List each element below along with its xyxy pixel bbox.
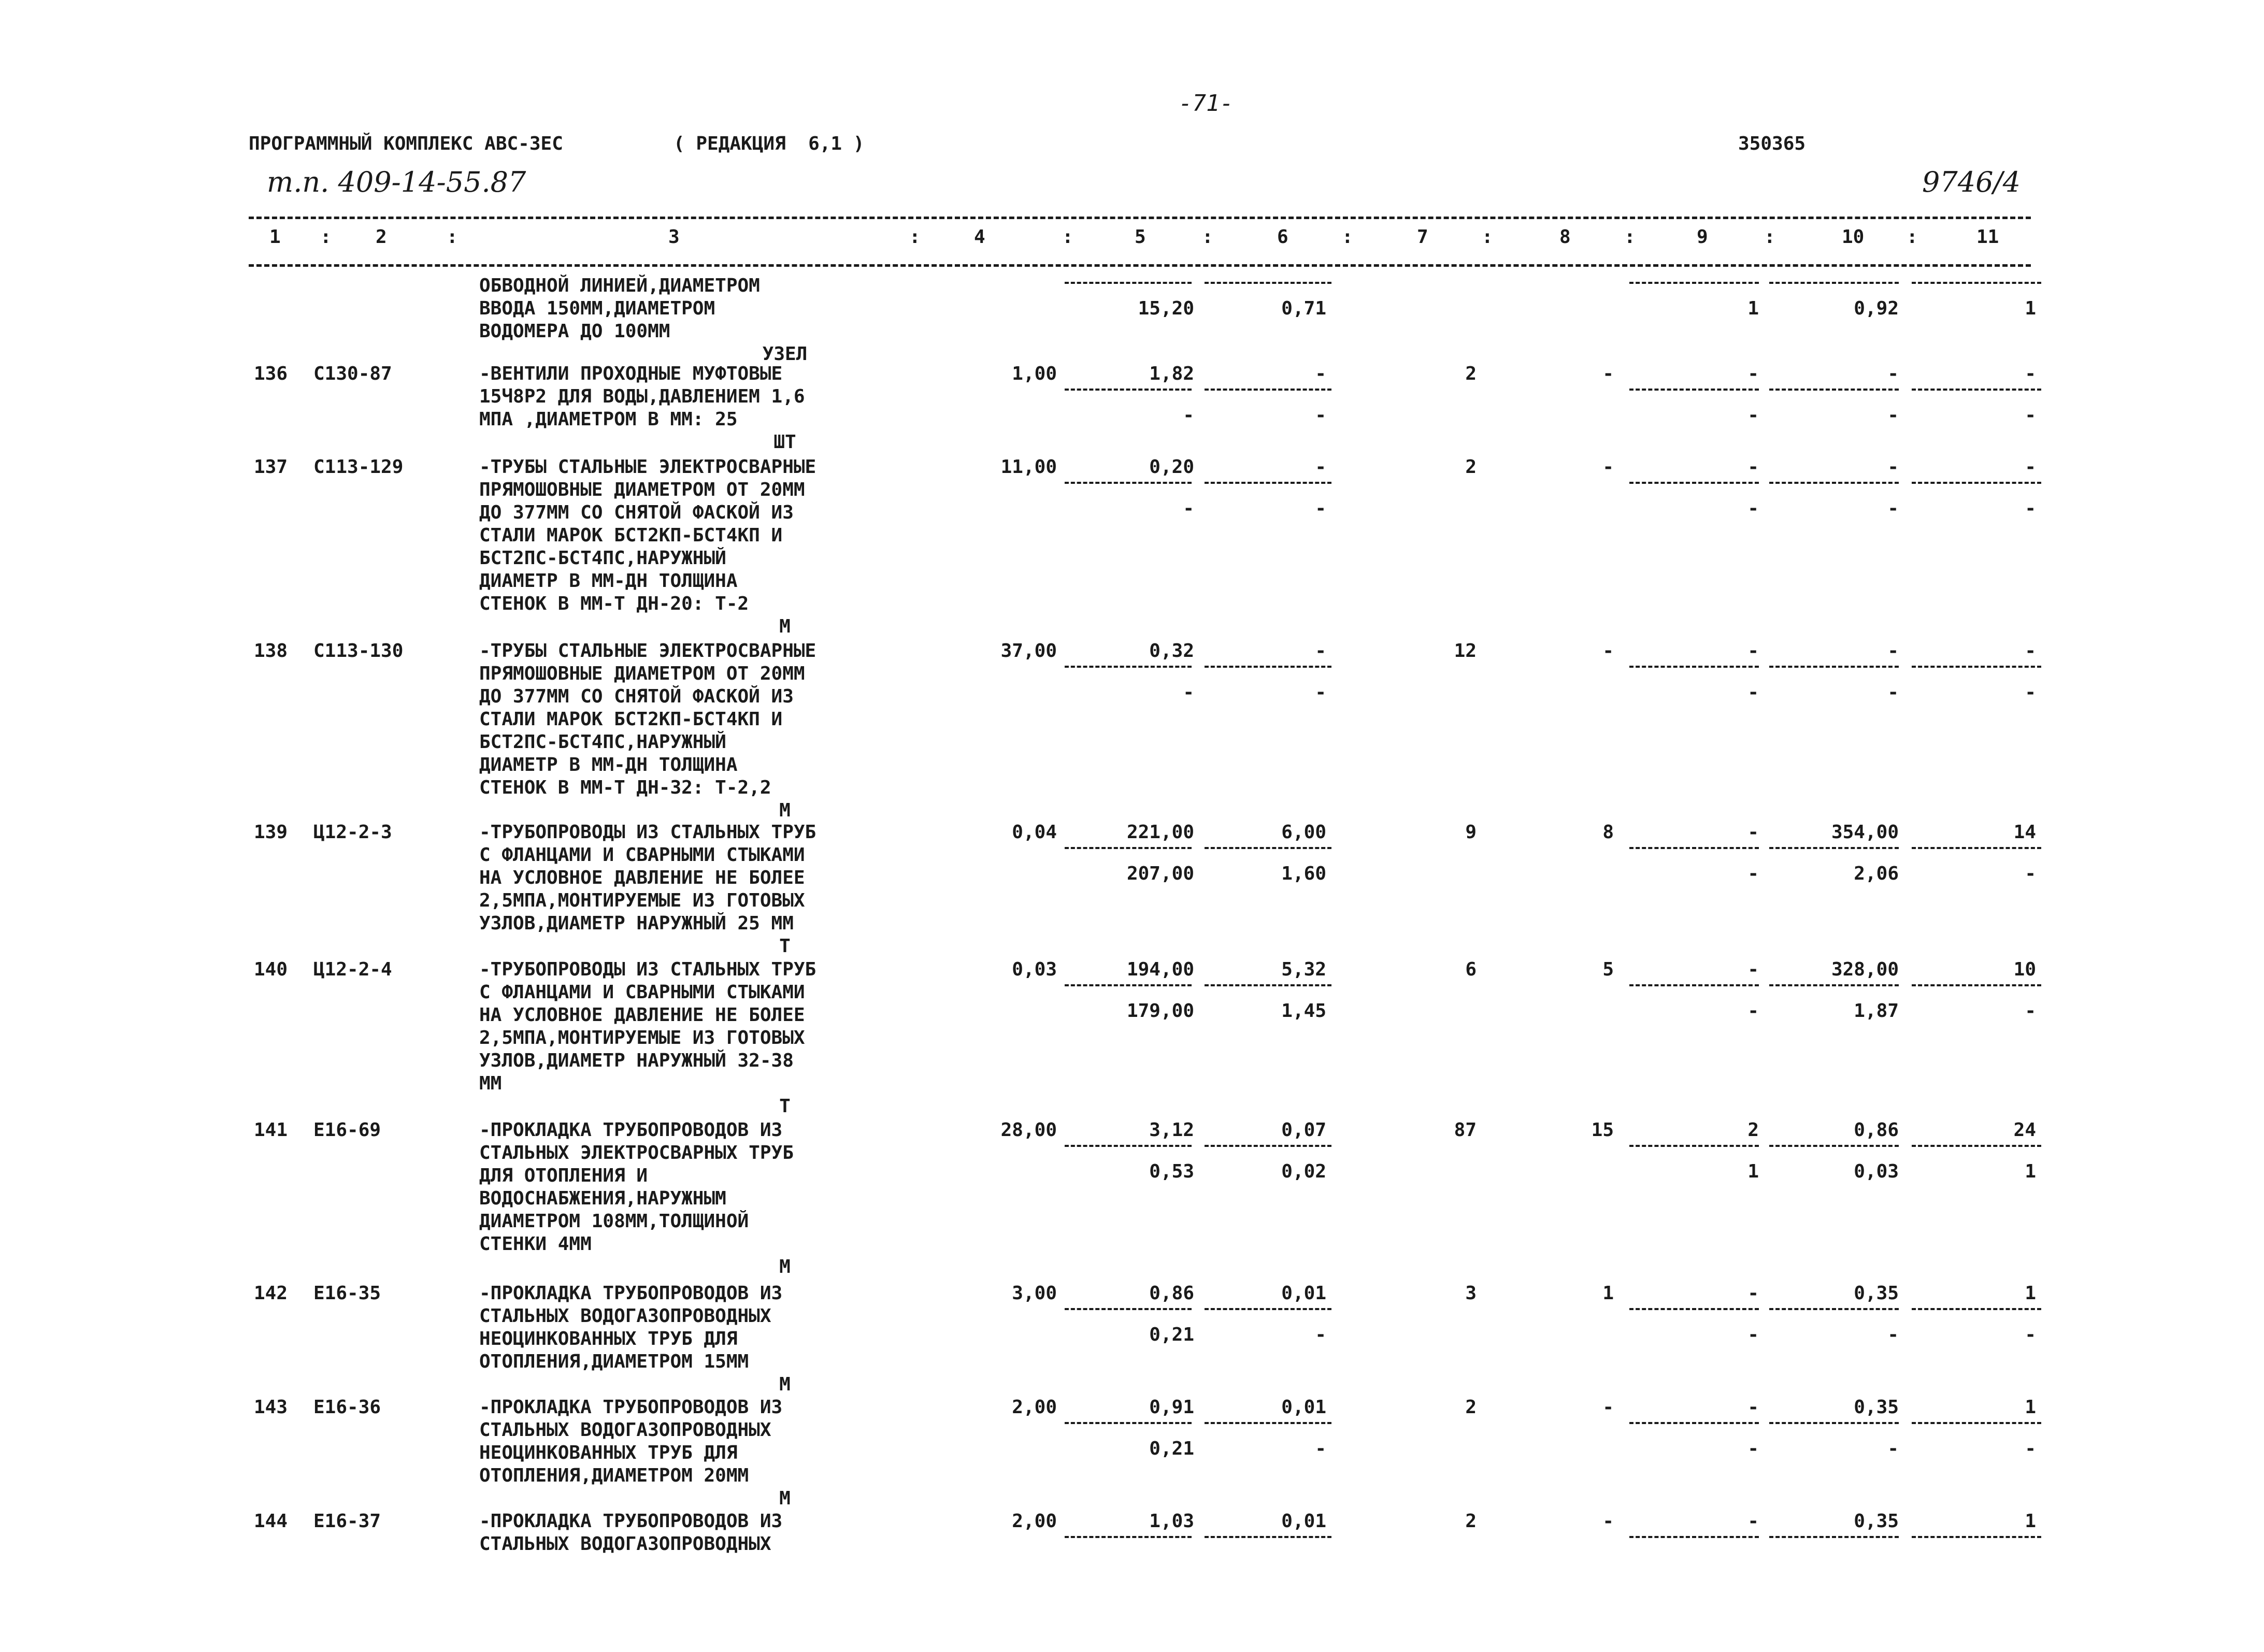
sub-dash-c5 [1065, 282, 1192, 284]
norm-code: С113-129 [313, 456, 404, 478]
column-header-4: 4 [974, 226, 985, 248]
sub-dash-c5 [1065, 1308, 1192, 1310]
value-col-4: 0,04 [1012, 822, 1057, 843]
value-col-10: - [1887, 456, 1899, 478]
value-col-9-lower: - [1747, 1438, 1759, 1459]
value-col-9: - [1747, 363, 1759, 384]
value-col-7: 3 [1465, 1283, 1477, 1304]
work-description: НА УСЛОВНОЕ ДАВЛЕНИЕ НЕ БОЛЕЕ [479, 1004, 805, 1026]
work-description: ДО 377ММ СО СНЯТОЙ ФАСКОЙ ИЗ [479, 502, 794, 523]
unit-of-measure: М [779, 1488, 791, 1509]
work-description: СТАЛЬНЫХ ВОДОГАЗОПРОВОДНЫХ [479, 1419, 771, 1441]
value-col-9-lower: - [1747, 863, 1759, 884]
sub-dash-c6 [1205, 389, 1331, 391]
value-col-11-lower: - [2025, 863, 2036, 884]
sub-dash-c5 [1065, 1536, 1192, 1538]
value-col-4: 37,00 [1000, 640, 1057, 662]
work-description: С ФЛАНЦАМИ И СВАРНЫМИ СТЫКАМИ [479, 844, 805, 866]
value-c5b: 15,20 [1138, 298, 1194, 319]
value-col-6: - [1315, 640, 1326, 662]
value-col-8: 1 [1602, 1283, 1614, 1304]
work-description: ДИАМЕТРОМ 108ММ,ТОЛЩИНОЙ [479, 1211, 749, 1232]
work-description: СТЕНОК В ММ-Т ДН-32: Т-2,2 [479, 777, 771, 798]
sub-dash-c5 [1065, 847, 1192, 849]
work-description: -ТРУБОПРОВОДЫ ИЗ СТАЛЬНЫХ ТРУБ [479, 959, 816, 980]
value-col-4: 1,00 [1012, 363, 1057, 384]
value-col-8: 5 [1602, 959, 1614, 980]
sub-dash-c9 [1629, 1308, 1759, 1310]
work-description: -ПРОКЛАДКА ТРУБОПРОВОДОВ ИЗ [479, 1511, 783, 1532]
value-col-8: 15 [1591, 1119, 1614, 1141]
value-col-10-lower: 1,87 [1854, 1000, 1899, 1022]
sub-dash-c9 [1629, 847, 1759, 849]
work-description: СТАЛЬНЫХ ЭЛЕКТРОСВАРНЫХ ТРУБ [479, 1142, 794, 1163]
sub-dash-c6 [1205, 1145, 1331, 1147]
work-description: СТЕНОК В ММ-Т ДН-20: Т-2 [479, 593, 749, 614]
work-description: ДЛЯ ОТОПЛЕНИЯ И [479, 1165, 648, 1186]
norm-code: Ц12-2-4 [313, 959, 392, 980]
value-col-11: 24 [2013, 1119, 2036, 1141]
unit-of-measure: Т [779, 936, 791, 957]
value-col-6-lower: 0,02 [1281, 1161, 1326, 1182]
column-header-10: 10 [1842, 226, 1865, 248]
work-description: УЗЛОВ,ДИАМЕТР НАРУЖНЫЙ 25 ММ [479, 913, 794, 934]
value-col-11-lower: - [2025, 498, 2036, 519]
value-col-5-lower: 0,21 [1149, 1438, 1194, 1459]
row-number: 139 [254, 822, 288, 843]
unit-of-measure: М [779, 616, 791, 637]
row-number: 143 [254, 1397, 288, 1418]
sub-dash-c6 [1205, 1308, 1331, 1310]
column-separator: : [1482, 226, 1493, 248]
value-c9b: 1 [1747, 298, 1759, 319]
row-number: 141 [254, 1119, 288, 1141]
value-col-11: 1 [2025, 1283, 2036, 1304]
work-description: ОТОПЛЕНИЯ,ДИАМЕТРОМ 15ММ [479, 1351, 749, 1372]
work-description: ММ [479, 1073, 502, 1094]
value-col-9: - [1747, 1397, 1759, 1418]
sub-dash-c10 [1769, 1422, 1899, 1424]
value-col-10: 328,00 [1831, 959, 1899, 980]
value-col-10: 0,86 [1854, 1119, 1899, 1141]
work-description: СТАЛИ МАРОК БСТ2КП-БСТ4КП И [479, 709, 783, 730]
work-description: БСТ2ПС-БСТ4ПС,НАРУЖНЫЙ [479, 731, 726, 753]
value-col-11-lower: 1 [2025, 1161, 2036, 1182]
sub-dash-c10 [1769, 666, 1899, 668]
sub-dash-c5 [1065, 1145, 1192, 1147]
column-header-8: 8 [1559, 226, 1571, 248]
value-col-4: 3,00 [1012, 1283, 1057, 1304]
value-col-7: 2 [1465, 363, 1477, 384]
value-col-9-lower: - [1747, 405, 1759, 426]
value-col-6: 0,01 [1281, 1511, 1326, 1532]
value-col-6: 0,07 [1281, 1119, 1326, 1141]
unit-of-measure: УЗЕЛ [762, 343, 808, 365]
row-number: 137 [254, 456, 288, 478]
norm-code: С113-130 [313, 640, 404, 662]
value-col-7: 2 [1465, 1397, 1477, 1418]
value-c6b: 0,71 [1281, 298, 1326, 319]
value-col-10: - [1887, 640, 1899, 662]
value-col-4: 2,00 [1012, 1511, 1057, 1532]
value-col-5: 194,00 [1126, 959, 1194, 980]
value-col-8: - [1602, 640, 1614, 662]
sub-dash-c5 [1065, 389, 1192, 391]
value-col-8: - [1602, 363, 1614, 384]
work-description: ВОДОМЕРА ДО 100ММ [479, 321, 670, 342]
project-number: т.п. 409-14-55.87 [267, 166, 526, 198]
row-number: 136 [254, 363, 288, 384]
value-col-6-lower: - [1315, 405, 1326, 426]
column-separator: : [1624, 226, 1636, 248]
sub-dash-c10 [1769, 1308, 1899, 1310]
value-col-9-lower: 1 [1747, 1161, 1759, 1182]
value-col-9-lower: - [1747, 1324, 1759, 1345]
sub-dash-c10 [1769, 282, 1899, 284]
value-col-6-lower: - [1315, 1438, 1326, 1459]
column-separator: : [1342, 226, 1353, 248]
value-col-9: 2 [1747, 1119, 1759, 1141]
work-description: 2,5МПА,МОНТИРУЕМЫЕ ИЗ ГОТОВЫХ [479, 1027, 805, 1048]
work-description: ДИАМЕТР В ММ-ДН ТОЛЩИНА [479, 754, 738, 775]
work-description: НА УСЛОВНОЕ ДАВЛЕНИЕ НЕ БОЛЕЕ [479, 867, 805, 888]
column-header-11: 11 [1976, 226, 1999, 248]
value-col-11: - [2025, 640, 2036, 662]
value-col-9: - [1747, 640, 1759, 662]
value-col-10-lower: - [1887, 405, 1899, 426]
work-description: ОБВОДНОЙ ЛИНИЕЙ,ДИАМЕТРОМ [479, 275, 760, 296]
work-description: СТЕНКИ 4ММ [479, 1233, 592, 1255]
value-col-9: - [1747, 1511, 1759, 1532]
work-description: -ПРОКЛАДКА ТРУБОПРОВОДОВ ИЗ [479, 1397, 783, 1418]
norm-code: Е16-36 [313, 1397, 381, 1418]
sub-dash-c5 [1065, 1422, 1192, 1424]
value-col-11-lower: - [2025, 1438, 2036, 1459]
value-col-11-lower: - [2025, 1324, 2036, 1345]
value-c11b: 1 [2025, 298, 2036, 319]
value-col-9-lower: - [1747, 1000, 1759, 1022]
value-col-10-lower: - [1887, 1324, 1899, 1345]
sub-dash-c6 [1205, 482, 1331, 484]
work-description: С ФЛАНЦАМИ И СВАРНЫМИ СТЫКАМИ [479, 982, 805, 1003]
unit-of-measure: М [779, 1256, 791, 1277]
work-description: ВВОДА 150ММ,ДИАМЕТРОМ [479, 298, 715, 319]
work-description: -ВЕНТИЛИ ПРОХОДНЫЕ МУФТОВЫЕ [479, 363, 783, 384]
header-top-rule [249, 217, 2031, 219]
sub-dash-c10 [1769, 389, 1899, 391]
value-col-6: - [1315, 456, 1326, 478]
value-col-7: 9 [1465, 822, 1477, 843]
value-col-7: 6 [1465, 959, 1477, 980]
value-col-5: 3,12 [1149, 1119, 1194, 1141]
sub-dash-c11 [1912, 1536, 2041, 1538]
value-col-7: 12 [1454, 640, 1477, 662]
work-description: -ПРОКЛАДКА ТРУБОПРОВОДОВ ИЗ [479, 1119, 783, 1141]
value-col-5: 221,00 [1126, 822, 1194, 843]
value-col-10: 0,35 [1854, 1397, 1899, 1418]
sub-dash-c9 [1629, 389, 1759, 391]
value-col-6: 5,32 [1281, 959, 1326, 980]
value-col-11: - [2025, 363, 2036, 384]
value-col-7: 2 [1465, 456, 1477, 478]
column-header-3: 3 [668, 226, 680, 248]
value-col-5-lower: - [1183, 405, 1194, 426]
value-col-6-lower: - [1315, 1324, 1326, 1345]
sub-dash-c6 [1205, 1536, 1331, 1538]
value-col-4: 2,00 [1012, 1397, 1057, 1418]
value-col-5-lower: 179,00 [1126, 1000, 1194, 1022]
work-description: БСТ2ПС-БСТ4ПС,НАРУЖНЫЙ [479, 548, 726, 569]
value-col-9-lower: - [1747, 498, 1759, 519]
column-separator: : [1062, 226, 1073, 248]
value-col-10-lower: - [1887, 498, 1899, 519]
work-description: НЕОЦИНКОВАННЫХ ТРУБ ДЛЯ [479, 1328, 738, 1349]
value-col-5-lower: - [1183, 682, 1194, 703]
value-col-11-lower: - [2025, 1000, 2036, 1022]
value-col-6-lower: - [1315, 498, 1326, 519]
unit-of-measure: М [779, 1374, 791, 1395]
value-col-5: 0,20 [1149, 456, 1194, 478]
work-description: -ТРУБЫ СТАЛЬНЫЕ ЭЛЕКТРОСВАРНЫЕ [479, 640, 816, 662]
value-col-11: - [2025, 456, 2036, 478]
sub-dash-c9 [1629, 984, 1759, 986]
sub-dash-c9 [1629, 282, 1759, 284]
value-col-6-lower: 1,45 [1281, 1000, 1326, 1022]
value-col-11-lower: - [2025, 405, 2036, 426]
unit-of-measure: Т [779, 1096, 791, 1117]
work-description: СТАЛИ МАРОК БСТ2КП-БСТ4КП И [479, 525, 783, 546]
value-col-9-lower: - [1747, 682, 1759, 703]
column-header-2: 2 [376, 226, 387, 248]
value-col-4: 11,00 [1000, 456, 1057, 478]
value-col-10-lower: 2,06 [1854, 863, 1899, 884]
value-col-10: 0,35 [1854, 1511, 1899, 1532]
work-description: СТАЛЬНЫХ ВОДОГАЗОПРОВОДНЫХ [479, 1305, 771, 1327]
norm-code: С130-87 [313, 363, 392, 384]
value-c10b: 0,92 [1854, 298, 1899, 319]
column-header-9: 9 [1697, 226, 1708, 248]
work-description: -ТРУБЫ СТАЛЬНЫЕ ЭЛЕКТРОСВАРНЫЕ [479, 456, 816, 478]
value-col-6: 6,00 [1281, 822, 1326, 843]
value-col-5: 1,03 [1149, 1511, 1194, 1532]
sub-dash-c6 [1205, 1422, 1331, 1424]
sub-dash-c9 [1629, 1536, 1759, 1538]
sub-dash-c10 [1769, 1536, 1899, 1538]
value-col-10-lower: 0,03 [1854, 1161, 1899, 1182]
work-description: ДО 377ММ СО СНЯТОЙ ФАСКОЙ ИЗ [479, 686, 794, 707]
sub-dash-c5 [1065, 984, 1192, 986]
value-col-11: 1 [2025, 1511, 2036, 1532]
work-description: НЕОЦИНКОВАННЫХ ТРУБ ДЛЯ [479, 1442, 738, 1463]
sub-dash-c10 [1769, 1145, 1899, 1147]
value-col-8: - [1602, 1511, 1614, 1532]
sub-dash-c11 [1912, 1308, 2041, 1310]
sub-dash-c6 [1205, 984, 1331, 986]
sub-dash-c6 [1205, 666, 1331, 668]
work-description: 15Ч8Р2 ДЛЯ ВОДЫ,ДАВЛЕНИЕМ 1,6 [479, 386, 805, 407]
value-col-10: - [1887, 363, 1899, 384]
value-col-8: 8 [1602, 822, 1614, 843]
column-separator: : [1907, 226, 1918, 248]
unit-of-measure: ШТ [773, 432, 796, 453]
work-description: ОТОПЛЕНИЯ,ДИАМЕТРОМ 20ММ [479, 1465, 749, 1486]
column-separator: : [320, 226, 332, 248]
row-number: 138 [254, 640, 288, 662]
value-col-9: - [1747, 1283, 1759, 1304]
value-col-5-lower: 0,21 [1149, 1324, 1194, 1345]
value-col-11-lower: - [2025, 682, 2036, 703]
value-col-9: - [1747, 822, 1759, 843]
norm-code: Е16-37 [313, 1511, 381, 1532]
value-col-8: - [1602, 456, 1614, 478]
column-separator: : [1764, 226, 1775, 248]
work-description: -ПРОКЛАДКА ТРУБОПРОВОДОВ ИЗ [479, 1283, 783, 1304]
norm-code: Ц12-2-3 [313, 822, 392, 843]
sub-dash-c9 [1629, 1422, 1759, 1424]
sub-dash-c10 [1769, 984, 1899, 986]
norm-code: Е16-69 [313, 1119, 381, 1141]
sub-dash-c10 [1769, 482, 1899, 484]
value-col-5: 0,86 [1149, 1283, 1194, 1304]
value-col-5-lower: - [1183, 498, 1194, 519]
program-edition: ( РЕДАКЦИЯ 6,1 ) [674, 133, 865, 154]
value-col-7: 2 [1465, 1511, 1477, 1532]
column-separator: : [447, 226, 458, 248]
column-header-5: 5 [1135, 226, 1146, 248]
unit-of-measure: М [779, 800, 791, 821]
column-header-1: 1 [269, 226, 281, 248]
sub-dash-c10 [1769, 847, 1899, 849]
sub-dash-c9 [1629, 482, 1759, 484]
sub-dash-c11 [1912, 282, 2041, 284]
value-col-5: 1,82 [1149, 363, 1194, 384]
sub-dash-c9 [1629, 1145, 1759, 1147]
sub-dash-c11 [1912, 482, 2041, 484]
work-description: МПА ,ДИАМЕТРОМ В ММ: 25 [479, 409, 738, 430]
sub-dash-c6 [1205, 847, 1331, 849]
work-description: ДИАМЕТР В ММ-ДН ТОЛЩИНА [479, 570, 738, 592]
column-separator: : [909, 226, 921, 248]
column-header-7: 7 [1417, 226, 1428, 248]
sub-dash-c11 [1912, 847, 2041, 849]
value-col-6-lower: - [1315, 682, 1326, 703]
sub-dash-c11 [1912, 389, 2041, 391]
sheet-number: 9746/4 [1922, 166, 2021, 198]
value-col-4: 28,00 [1000, 1119, 1057, 1141]
work-description: СТАЛЬНЫХ ВОДОГАЗОПРОВОДНЫХ [479, 1533, 771, 1555]
work-description: УЗЛОВ,ДИАМЕТР НАРУЖНЫЙ 32-38 [479, 1050, 794, 1071]
row-number: 142 [254, 1283, 288, 1304]
value-col-10-lower: - [1887, 682, 1899, 703]
sub-dash-c9 [1629, 666, 1759, 668]
norm-code: Е16-35 [313, 1283, 381, 1304]
value-col-5-lower: 0,53 [1149, 1161, 1194, 1182]
value-col-10-lower: - [1887, 1438, 1899, 1459]
header-bottom-rule [249, 264, 2031, 267]
value-col-4: 0,03 [1012, 959, 1057, 980]
sub-dash-c11 [1912, 1145, 2041, 1147]
row-number: 144 [254, 1511, 288, 1532]
document-code: 350365 [1738, 133, 1806, 154]
value-col-9: - [1747, 959, 1759, 980]
column-separator: : [1202, 226, 1213, 248]
value-col-6-lower: 1,60 [1281, 863, 1326, 884]
value-col-10: 354,00 [1831, 822, 1899, 843]
value-col-7: 87 [1454, 1119, 1477, 1141]
work-description: ПРЯМОШОВНЫЕ ДИАМЕТРОМ ОТ 20ММ [479, 663, 805, 684]
value-col-5: 0,91 [1149, 1397, 1194, 1418]
work-description: 2,5МПА,МОНТИРУЕМЫЕ ИЗ ГОТОВЫХ [479, 890, 805, 911]
value-col-10: 0,35 [1854, 1283, 1899, 1304]
sub-dash-c5 [1065, 666, 1192, 668]
sub-dash-c6 [1205, 282, 1331, 284]
value-col-8: - [1602, 1397, 1614, 1418]
value-col-5: 0,32 [1149, 640, 1194, 662]
work-description: ВОДОСНАБЖЕНИЯ,НАРУЖНЫМ [479, 1188, 726, 1209]
sub-dash-c11 [1912, 984, 2041, 986]
value-col-6: - [1315, 363, 1326, 384]
sub-dash-c11 [1912, 666, 2041, 668]
row-number: 140 [254, 959, 288, 980]
sub-dash-c5 [1065, 482, 1192, 484]
value-col-6: 0,01 [1281, 1397, 1326, 1418]
value-col-9: - [1747, 456, 1759, 478]
column-header-6: 6 [1277, 226, 1288, 248]
sub-dash-c11 [1912, 1422, 2041, 1424]
value-col-11: 14 [2013, 822, 2036, 843]
program-title: ПРОГРАММНЫЙ КОМПЛЕКС АВС-3ЕС [249, 133, 563, 154]
work-description: -ТРУБОПРОВОДЫ ИЗ СТАЛЬНЫХ ТРУБ [479, 822, 816, 843]
value-col-5-lower: 207,00 [1126, 863, 1194, 884]
value-col-6: 0,01 [1281, 1283, 1326, 1304]
value-col-11: 10 [2013, 959, 2036, 980]
work-description: ПРЯМОШОВНЫЕ ДИАМЕТРОМ ОТ 20ММ [479, 479, 805, 500]
page-number: -71- [1179, 90, 1234, 117]
value-col-11: 1 [2025, 1397, 2036, 1418]
